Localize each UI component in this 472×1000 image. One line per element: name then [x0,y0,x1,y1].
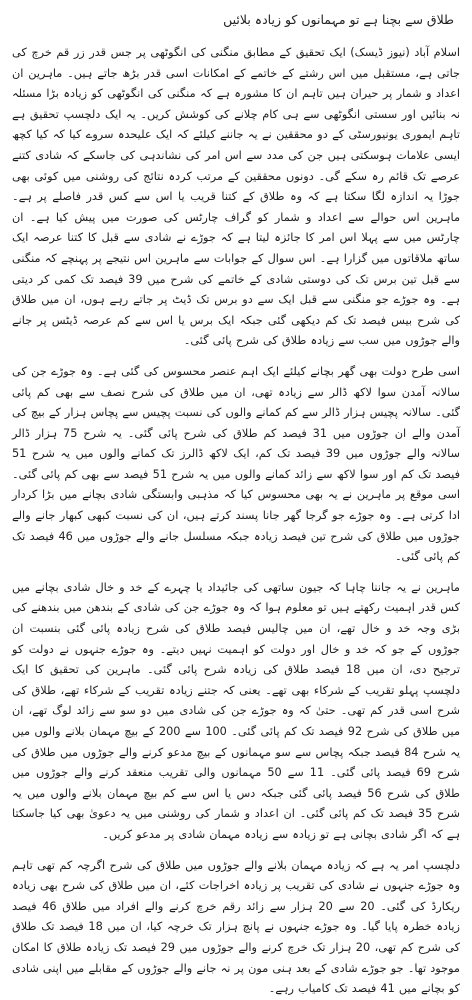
article-paragraph: اسی طرح دولت بھی گھر بچانے کیلئے ایک اہم عنصر محسوس کی گئی ہے۔ وہ جوڑے جن کی سالانہ آمدن سوا لاکھ ڈالر سے زیادہ تھی، ان میں طلاق کی شرح نصف سے بھی کم پائی گئی۔ سالانہ پچیس ہزار ڈالر سے کم کمانے والوں کی نسبت پچیس سے پچاس ہزار کے بیچ کی آمدن والے ان جوڑوں میں 31 فیصد کم طلاق کی شرح پائی گئی۔ یہ شرح 75 ہزار ڈالر سالانہ والے جوڑوں میں 39 فیصد تک کم، ایک لاکھ ڈالرز تک کمانے والوں میں یہ شرح 51 فیصد تک کم اور سوا لاکھ سے زائد کمانے والوں میں یہ شرح 51 فیصد سے بھی کم پائی گئی۔ اسی موقع پر ماہرین نے یہ بھی محسوس کیا کہ مذہبی وابستگی شادی بچانے میں بڑا کردار ادا کرتی ہے۔ وہ جوڑے جو گرجا گھر جانا پسند کرتے ہیں، ان کی نسبت کبھی کبھار جانے والے جوڑوں میں طلاق کی شرح تین فیصد زیادہ جبکہ مسلسل جانے والے جوڑوں میں 46 فیصد تک کم پائی گئی۔ [12,364,460,564]
article-paragraph: دلچسپ امر یہ ہے کہ زیادہ مہمان بلانے والے جوڑوں میں طلاق کی شرح اگرچہ کم تھی تاہم وہ جوڑے جنہوں نے شادی کی تقریب پر زیادہ اخراجات کئے، ان میں طلاق کی شرح بھی زیادہ ریکارڈ کی گئی۔ 20 سے 20 ہزار سے زائد رقم خرچ کرنے والے افراد میں طلاق 46 فیصد زیادہ خطرہ پایا گیا۔ وہ جوڑے جنہوں نے پانچ ہزار تک خرچہ کیا، ان میں 18 فیصد تک طلاق کی شرح کم تھی، 20 ہزار تک خرچ کرنے والے جوڑوں میں 29 فیصد تک زیادہ طلاق کا امکان موجود تھا۔ جو جوڑے شادی کے بعد ہنی مون پر نہ جانے والے جوڑوں کے مقابلے میں اپنی شادی کو بچانے میں 41 فیصد تک کامیاب رہے۔ [12,858,461,996]
article-paragraph: اسلام آباد (نیوز ڈیسک) ایک تحقیق کے مطابق منگنی کی انگوٹھی پر جس قدر زر قم خرچ کی جاتی ہے، مستقبل میں اس رشتے کے خاتمے کے امکانات اسی قدر بڑھ جاتے ہیں۔ ماہرین ان اعداد و شمار پر حیران ہیں تاہم ان کا مشورہ ہے کہ منگنی کی انگوٹھی کو زیادہ بڑا مسئلہ نہ بنائیں اور سستی انگوٹھی سے ہی کام چلانے کی کوشش کریں۔ یہ ایک دلچسپ تحقیق ہے تاہم ایموری یونیورسٹی کے دو محققین نے یہ جاننے کیلئے کہ ایک علیحدہ سروے کیا کہ کیا کچھ ایسی علامات ہوسکتی ہیں جن کی مدد سے اس امر کی نشاندہی کی جاسکے کہ شادی کتنے عرصے تک قائم رہ سکے گی۔ دونوں محققین کے مرتب کردہ نتائج کی روشنی میں کوئی بھی جوڑا یہ اندازہ لگا سکتا ہے کہ وہ طلاق کے کتنا قریب یا اس سے کس قدر فاصلے پر ہے۔ ماہرین اس حوالے سے اعداد و شمار کو گراف چارٹس کی صورت میں پیش کیا ہے۔ ان چارٹس میں سے پہلا اس امر کا جائزہ لیتا ہے کہ جوڑے نے شادی سے قبل کا کتنا عرصہ ایک ساتھ ملاقاتوں میں گزارا ہے۔ اس سوال کے جوابات سے ماہرین اس نتیجے پر پہنچے کہ منگنی سے قبل تین برس تک کی دوستی شادی کے خاتمے کی شرح میں 39 فیصد تک کمی کر دیتی ہے۔ وہ جوڑے جو منگنی سے قبل ایک سے دو برس تک ڈیٹ پر جاتے رہے ہوں، ان میں طلاق کی شرح بیس فیصد تک کم دیکھی گئی جبکہ ایک برس یا اس سے کم عرصہ ڈیٹس پر جانے والے جوڑوں میں سب سے زیادہ طلاق کی شرح پائی گئی۔ [12,46,461,348]
article-headline: طلاق سے بچنا ہے تو مہمانوں کو زیادہ بلائیں [223,12,454,27]
article-body [12,43,460,1000]
article-paragraph: ماہرین نے یہ جاننا چاہا کہ جیون ساتھی کی جائیداد یا چہرے کے خد و خال شادی بچانے میں کس قدر اہمیت رکھتے ہیں تو معلوم ہوا کہ وہ جوڑے جن کی شادی کے بندھن میں بندھنے کی بڑی وجہ خد و خال تھے، ان میں چالیس فیصد طلاق کی شرح زیادہ پائی گئی بنسبت ان جوڑوں کے جو کہ خد و خال اور دولت کو اہمیت نہیں دیتے۔ وہ جوڑے جنہوں نے دولت کو ترجیح دی، ان میں 18 فیصد طلاق کی زیادہ شرح پائی گئی۔ ماہرین کی تحقیق کا ایک دلچسپ پہلو تقریب کے شرکاء بھی تھے۔ یعنی کہ جتنے زیادہ تقریب کے شرکاء تھے، طلاق کی شرح اسی قدر کم تھی۔ حتیٰ کہ وہ جوڑے جن کی شادی میں دو سو سے زائد لوگ تھے، ان میں طلاق کی شرح 92 فیصد تک کم پائی گئی۔ 100 سے 200 کے بیچ مہمان بلانے والوں میں یہ شرح 84 فیصد جبکہ پچاس سے سو مہمانوں کے بیچ مدعو کرنے والے جوڑوں میں طلاق کی شرح 69 فیصد پائی گئی۔ 11 سے 50 مہمانوں والی تقریب منعقد کرنے والے جوڑوں میں طلاق کی شرح 56 فیصد پائی گئی جبکہ دس یا اس سے کم بیچ مہمان بلانے والوں میں یہ شرح 35 فیصد تک کم پائی گئی۔ ان اعداد و شمار کی روشنی میں یہ دعویٰ بھی کیا جاسکتا ہے کہ اگر شادی بچانی ہے تو زیادہ سے زیادہ مہمان شادی پر مدعو کریں۔ [12,580,460,841]
